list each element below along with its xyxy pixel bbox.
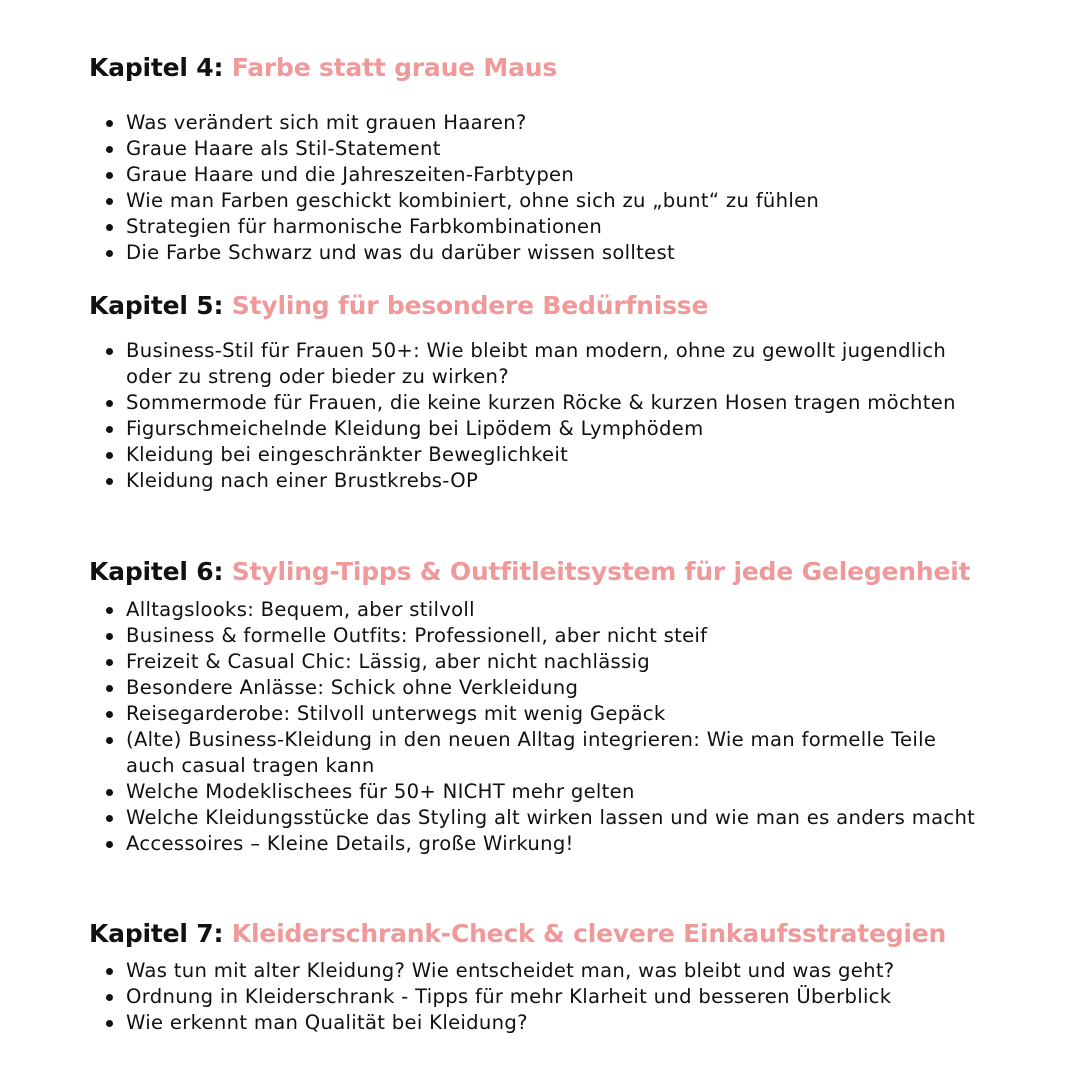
bullet-dot <box>106 120 113 127</box>
bullet-dot <box>106 172 113 179</box>
list-item <box>104 338 984 390</box>
list-item-text: Business & formelle Outfits: Professionell, aber nicht steif <box>126 624 708 647</box>
bullet-dot <box>106 685 113 692</box>
bullet-dot <box>106 737 113 744</box>
bullet-dot <box>106 659 113 666</box>
chapter-label: Kapitel 6: <box>89 557 232 586</box>
bullet-list <box>104 597 984 857</box>
list-item-text: Sommermode für Frauen, die keine kurzen Röcke & kurzen Hosen tragen möchten <box>126 391 956 414</box>
list-item-text: Figurschmeichelnde Kleidung bei Lipödem & Lymphödem <box>126 417 704 440</box>
list-item <box>104 597 984 623</box>
list-item-text: Strategien für harmonische Farbkombinationen <box>126 215 603 238</box>
list-item <box>104 623 984 649</box>
list-item <box>104 958 984 984</box>
bullet-dot <box>106 198 113 205</box>
list-item-text: Welche Modeklischees für 50+ NICHT mehr gelten <box>126 780 635 803</box>
bullet-dot <box>106 815 113 822</box>
chapter-title: Kleiderschrank-Check & clevere Einkaufsstrategien <box>231 919 947 948</box>
list-item <box>104 984 984 1010</box>
list-item <box>104 1010 984 1036</box>
bullet-list <box>104 958 984 1036</box>
chapter-heading <box>89 919 946 949</box>
list-item-text: Was tun mit alter Kleidung? Wie entscheidet man, was bleibt und was geht? <box>126 959 895 982</box>
list-item-text: Wie man Farben geschickt kombiniert, ohne sich zu „bunt“ zu fühlen <box>126 189 820 212</box>
bullet-dot <box>106 994 113 1001</box>
chapter-heading <box>89 291 708 321</box>
bullet-dot <box>106 426 113 433</box>
list-item <box>104 727 984 779</box>
chapter-title: Styling-Tipps & Outfitleitsystem für jede Gelegenheit <box>231 557 971 586</box>
chapter-label: Kapitel 4: <box>89 53 232 82</box>
list-item <box>104 649 984 675</box>
chapter-heading <box>89 53 557 83</box>
list-item <box>104 779 984 805</box>
list-item-text: Graue Haare als Stil-Statement <box>126 137 441 160</box>
list-item-text: Die Farbe Schwarz und was du darüber wissen solltest <box>126 241 675 264</box>
list-item-text: Was verändert sich mit grauen Haaren? <box>126 111 527 134</box>
bullet-dot <box>106 841 113 848</box>
list-item-text: Graue Haare und die Jahreszeiten-Farbtypen <box>126 163 575 186</box>
list-item <box>104 416 984 442</box>
chapter-heading <box>89 557 970 587</box>
list-item <box>104 831 984 857</box>
chapter-label: Kapitel 5: <box>89 291 232 320</box>
list-item <box>104 805 984 831</box>
bullet-dot <box>106 711 113 718</box>
bullet-dot <box>106 478 113 485</box>
list-item-text: (Alte) Business-Kleidung in den neuen Alltag integrieren: Wie man formelle Teile auch casual tragen kann <box>126 728 937 777</box>
bullet-dot <box>106 1020 113 1027</box>
chapter-title: Farbe statt graue Maus <box>231 53 558 82</box>
list-item <box>104 188 984 214</box>
list-item-text: Accessoires – Kleine Details, große Wirkung! <box>126 832 574 855</box>
list-item <box>104 240 984 266</box>
list-item <box>104 136 984 162</box>
list-item-text: Wie erkennt man Qualität bei Kleidung? <box>126 1011 528 1034</box>
list-item-text: Welche Kleidungsstücke das Styling alt wirken lassen und wie man es anders macht <box>126 806 976 829</box>
list-item <box>104 110 984 136</box>
bullet-list <box>104 338 984 494</box>
bullet-dot <box>106 452 113 459</box>
list-item-text: Business-Stil für Frauen 50+: Wie bleibt man modern, ohne zu gewollt jugendlich oder zu streng oder bieder zu wirken? <box>126 339 947 388</box>
bullet-list <box>104 110 984 266</box>
list-item <box>104 701 984 727</box>
list-item <box>104 468 984 494</box>
bullet-dot <box>106 400 113 407</box>
bullet-dot <box>106 607 113 614</box>
bullet-dot <box>106 146 113 153</box>
list-item-text: Alltagslooks: Bequem, aber stilvoll <box>126 598 475 621</box>
list-item-text: Kleidung nach einer Brustkrebs-OP <box>126 469 479 492</box>
list-item-text: Kleidung bei eingeschränkter Beweglichkeit <box>126 443 569 466</box>
list-item-text: Ordnung in Kleiderschrank - Tipps für mehr Klarheit und besseren Überblick <box>126 985 892 1008</box>
bullet-dot <box>106 968 113 975</box>
list-item <box>104 442 984 468</box>
chapter-title: Styling für besondere Bedürfnisse <box>231 291 709 320</box>
list-item <box>104 675 984 701</box>
bullet-dot <box>106 224 113 231</box>
list-item <box>104 214 984 240</box>
list-item <box>104 390 984 416</box>
bullet-dot <box>106 250 113 257</box>
chapter-label: Kapitel 7: <box>89 919 232 948</box>
list-item-text: Freizeit & Casual Chic: Lässig, aber nicht nachlässig <box>126 650 650 673</box>
bullet-dot <box>106 789 113 796</box>
bullet-dot <box>106 348 113 355</box>
list-item-text: Reisegarderobe: Stilvoll unterwegs mit wenig Gepäck <box>126 702 666 725</box>
bullet-dot <box>106 633 113 640</box>
list-item <box>104 162 984 188</box>
list-item-text: Besondere Anlässe: Schick ohne Verkleidung <box>126 676 579 699</box>
